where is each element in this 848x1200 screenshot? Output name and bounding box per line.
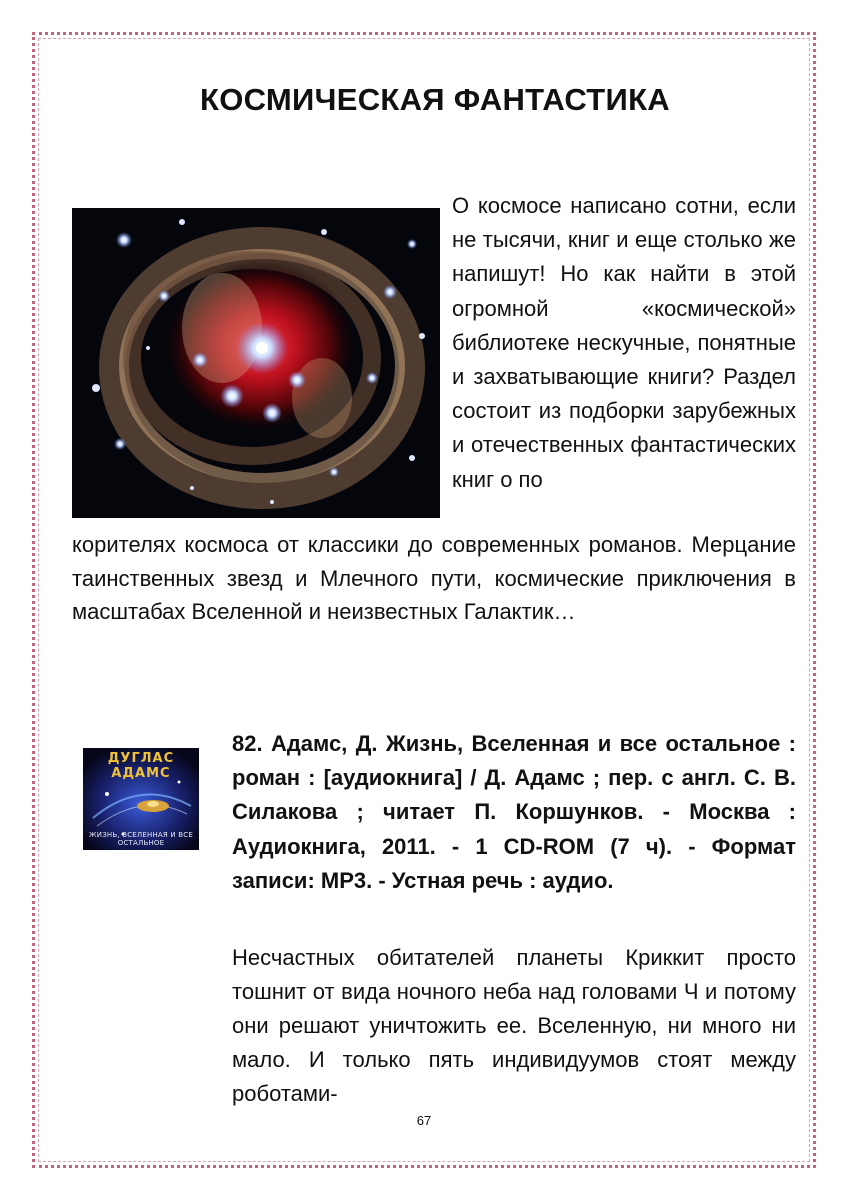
intro-paragraph-continued: корителях космоса от классики до современных романов. Мерцание таинственных звезд и Млечного пути, космические приключения в масштабах Вселенной и неизвестных Галактик…	[72, 532, 796, 624]
nebula-star-image	[72, 208, 440, 518]
book-cover	[83, 748, 199, 850]
intro-paragraph-right: О космосе написано сотни, если не тысячи, книг и еще столько же напишут! Но как найти в этой огромной «космической» библиотеке нескучные, понятные и захватывающие книги? Раздел состоит из подборки зарубежных и отечественных фантастических книг о по	[452, 193, 796, 492]
cover-author-text: ДУГЛАС АДАМС	[107, 751, 175, 781]
bibliographic-entry: 82. Адамс, Д. Жизнь, Вселенная и все остальное : роман : [аудиокнига] / Д. Адамс ; пер. с англ. С. В. Силакова ; читает П. Коршунков. - Москва : Аудиокнига, 2011. - 1 CD-ROM (7 ч). - Формат записи: MP3. - Устная речь : аудио.	[232, 731, 796, 893]
page-title: КОСМИЧЕСКАЯ ФАНТАСТИКА	[200, 82, 670, 117]
page-number: 67	[416, 1113, 432, 1128]
book-annotation: Несчастных обитателей планеты Криккит просто тошнит от вида ночного неба над головами Ч и потому они решают уничтожить ее. Вселенную, ни много ни мало. И только пять индивидуумов стоят между роботами-	[232, 945, 796, 1106]
nebula-illustration	[72, 208, 440, 518]
cover-subtitle-text: ЖИЗНЬ, ВСЕЛЕННАЯ И ВСЕ ОСТАЛЬНОЕ	[89, 831, 193, 847]
